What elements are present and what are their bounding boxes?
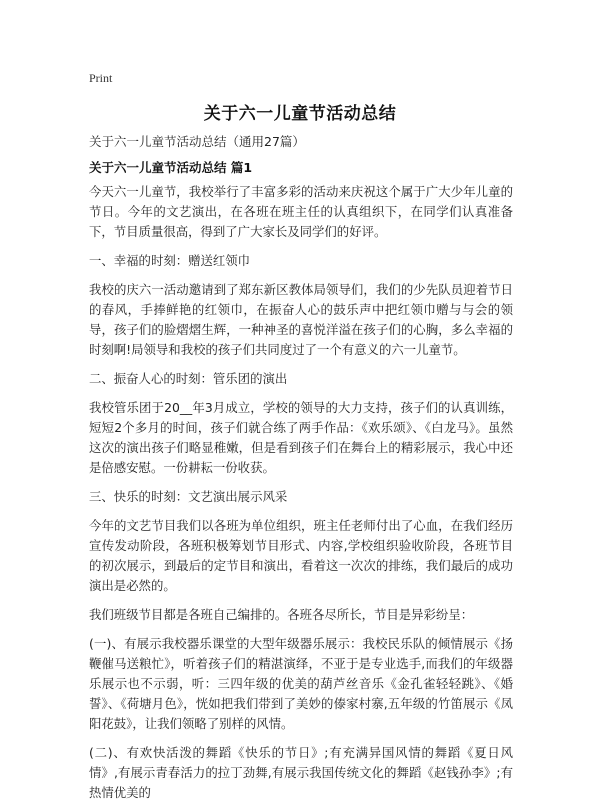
paragraph: 我校的庆六一活动邀请到了郑东新区教体局领导们，我们的少先队员迎着节日的春风，手捧鲜艳的红领巾，在振奋人心的鼓乐声中把红领巾赠与与会的领导，孩子们的脸熠熠生辉，一种神圣的喜悦洋溢在孩子们的心胸，多么幸福的时刻啊!局领导和我校的孩子们共同度过了一个有意义的六一儿童节。 bbox=[89, 282, 513, 357]
paragraph: 今天六一儿童节，我校举行了丰富多彩的活动来庆祝这个属于广大少年儿童的节日。今年的文艺演出，在各班在班主任的认真组织下，在同学们认真准备下，节目质量很高，得到了广大家长及同学们的好评。 bbox=[89, 184, 513, 239]
document-subtitle: 关于六一儿童节活动总结（通用27篇） bbox=[89, 134, 305, 149]
subheading: 三、快乐的时刻：文艺演出展示风采 bbox=[89, 489, 288, 504]
page-title: 关于六一儿童节活动总结 bbox=[203, 104, 397, 124]
paragraph: (一)、有展示我校器乐课堂的大型年级器乐展示：我校民乐队的倾情展示《扬鞭催马送粮忙》，听着孩子们的精湛演绎，不亚于是专业选手,而我们的年级器乐展示也不示弱，听：三四年级的优美的葫芦丝音乐《金孔雀轻轻跳》、《婚誓》、《荷塘月色》，恍如把我们带到了美妙的傣家村寨,五年级的竹笛展示《凤阳花鼓》，让我们领略了别样的风情。 bbox=[89, 636, 513, 731]
paragraph: 今年的文艺节目我们以各班为单位组织，班主任老师付出了心血，在我们经历宣传发动阶段，各班积极筹划节目形式、内容,学校组织验收阶段，各班节目的初次展示，到最后的定节目和演出，看着这一次次的排练，我们最后的成功演出是必然的。 bbox=[89, 518, 513, 593]
article-body bbox=[89, 182, 513, 812]
paragraph: (二)、有欢快活泼的舞蹈《快乐的节日》;有充满异国风情的舞蹈《夏日风情》,有展示青春活力的拉丁劲舞,有展示我国传统文化的舞蹈《赵钱孙李》;有热情优美的 bbox=[89, 745, 513, 800]
paragraph: 我们班级节目都是各班自己编排的。各班各尽所长，节目是异彩纷呈： bbox=[89, 607, 474, 622]
print-label[interactable]: Print bbox=[89, 71, 113, 85]
subheading: 一、幸福的时刻：赠送红领巾 bbox=[89, 253, 251, 268]
paragraph: 我校管乐团于20__年3月成立，学校的领导的大力支持，孩子们的认真训练，短短2个多月的时间，孩子们就合练了两手作品：《欢乐颂》、《白龙马》。虽然这次的演出孩子们略显稚嫩，但是看到孩子们在舞台上的精彩展示，我心中还是倍感安慰。一份耕耘一份收获。 bbox=[89, 400, 513, 475]
subheading: 二、振奋人心的时刻：管乐团的演出 bbox=[89, 371, 288, 386]
section-heading: 关于六一儿童节活动总结 篇1 bbox=[89, 160, 253, 175]
